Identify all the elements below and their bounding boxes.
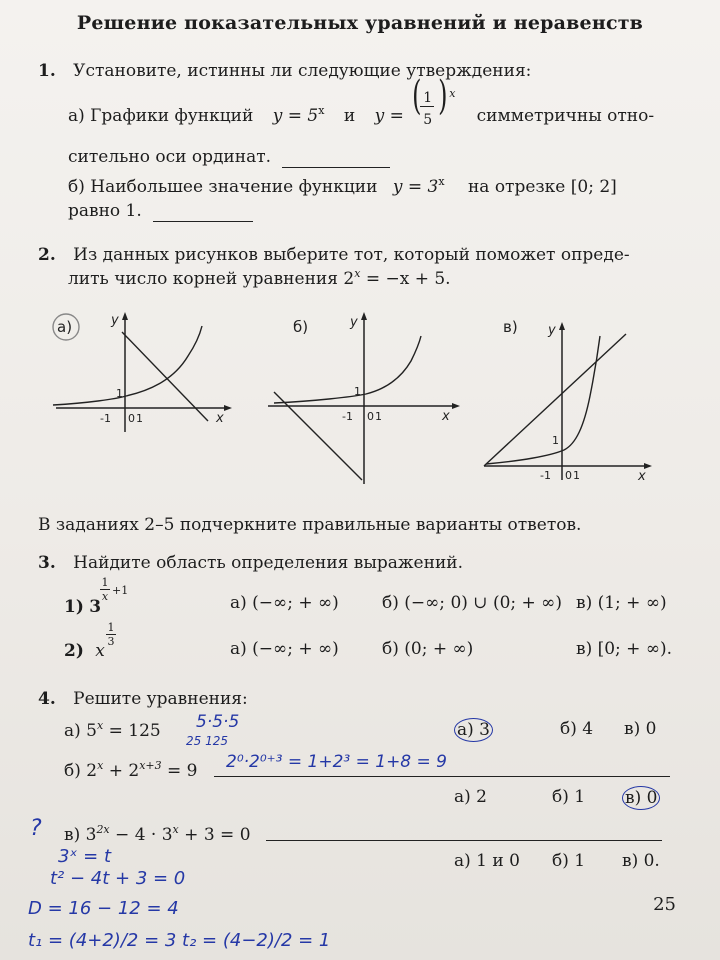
q1a-text: а) Графики функций <box>68 106 254 126</box>
q4b-answer-line[interactable] <box>214 776 670 777</box>
graph-b-exp-curve <box>274 336 421 403</box>
q1a-fraction: ( 1 5 ) x <box>409 101 449 121</box>
graph-b-neg: -1 <box>342 410 353 423</box>
q2-text3: = −x + 5. <box>365 269 451 289</box>
q4c-mid: − 4 · 3 <box>115 825 173 845</box>
q4-text: Решите уравнения: <box>73 689 248 709</box>
q3-item1-base: 3 <box>89 597 102 617</box>
graph-a-y-arrow <box>122 312 128 320</box>
q4c-question-mark: ? <box>30 816 42 841</box>
q1b-line2 <box>68 200 253 222</box>
graph-a-one: 1 <box>116 387 123 400</box>
q4a-equation <box>64 720 161 744</box>
graph-c-exp-curve <box>486 336 600 464</box>
q3-item2-exp-num: 1 <box>107 621 115 634</box>
q4a-rhs: = 125 <box>108 721 161 741</box>
graph-b-one: 1 <box>354 385 361 398</box>
q4a-handwriting-top: 5·5·5 <box>196 712 240 732</box>
q1b-text: б) Наибольшее значение функции <box>68 177 378 197</box>
q1a-exp1: x <box>318 104 325 117</box>
q3-item1-exp-den: x <box>101 590 109 603</box>
graph-b-line <box>274 392 362 480</box>
q4b-rhs: = 9 <box>167 761 198 781</box>
q4c-exp2: x <box>172 823 179 836</box>
graph-a-y-label: y <box>111 313 119 328</box>
q1a-func1: y = 5 <box>272 106 319 126</box>
q1a-line <box>68 73 655 129</box>
q1b-text2: на отрезке [0; 2] <box>467 177 617 197</box>
q1b-answer-blank[interactable] <box>153 205 253 222</box>
q1-heading <box>38 60 531 82</box>
q1a-answer-blank[interactable] <box>282 151 390 168</box>
graph-c[interactable] <box>480 306 660 486</box>
q3-item2-expr <box>64 640 105 662</box>
q2-text2: лить число корней уравнения 2 <box>68 269 355 289</box>
q4b-exp1: x <box>97 759 104 772</box>
q4a-option-b[interactable]: б) 4 <box>560 719 594 739</box>
graph-c-y-label: y <box>548 323 556 338</box>
q4b-option-c-mark: в) 0 <box>622 786 660 810</box>
graph-a-x-arrow <box>224 405 232 411</box>
graph-a-neg: -1 <box>100 412 111 425</box>
q1b-func: y = 3 <box>392 177 439 197</box>
q4a-handwriting-bottom: 25 125 <box>186 734 228 748</box>
q3-item2-option-c[interactable]: в) [0; + ∞). <box>576 639 673 659</box>
page-number: 25 <box>653 894 676 915</box>
graph-a-label: а) <box>57 318 73 336</box>
q4b-option-c[interactable] <box>622 786 660 810</box>
q1a-exp2: x <box>449 87 456 100</box>
q4b-exp2: x+3 <box>139 759 162 772</box>
q3-item2-exp-den: 3 <box>107 635 115 648</box>
graph-b-zero: 0 <box>367 410 374 423</box>
q2-number: 2. <box>38 245 56 265</box>
q4-heading <box>38 688 248 710</box>
graph-b-x-arrow <box>452 403 460 409</box>
q3-item2-exp <box>106 621 116 648</box>
q3-item2-base: x <box>95 641 105 661</box>
q1b-exp: x <box>438 175 445 188</box>
q1a-and: и <box>343 106 356 126</box>
q4a-option-c[interactable]: в) 0 <box>624 719 657 739</box>
instructions: В заданиях 2–5 подчеркните правильные варианты ответов. <box>38 515 582 535</box>
q4b-option-a[interactable]: а) 2 <box>454 787 487 807</box>
q1b-text3: равно 1. <box>68 201 142 221</box>
graph-b-y-label: y <box>350 315 358 330</box>
graph-c-zero: 0 <box>565 469 572 482</box>
hw-line-2: t² − 4t + 3 = 0 <box>50 868 186 889</box>
q4c-label: в) 3 <box>64 825 97 845</box>
page-title: Решение показательных уравнений и неравенств <box>76 12 644 34</box>
graph-b-label: б) <box>293 318 309 336</box>
q3-item2-option-a[interactable]: а) (−∞; + ∞) <box>230 639 339 659</box>
q3-heading <box>38 552 463 574</box>
graph-b-x-label: x <box>442 409 450 424</box>
q4c-option-a[interactable]: а) 1 и 0 <box>454 851 520 871</box>
q4a-label: а) 5 <box>64 721 97 741</box>
q2-heading <box>38 244 678 266</box>
q4c-rhs: + 3 = 0 <box>184 825 251 845</box>
q4b-label: б) 2 <box>64 761 98 781</box>
q4c-option-b[interactable]: б) 1 <box>552 851 586 871</box>
q3-number: 3. <box>38 553 56 573</box>
q2-exp: x <box>354 267 361 280</box>
graph-c-x-label: x <box>638 469 646 484</box>
hw-line-3: D = 16 − 12 = 4 <box>28 898 179 919</box>
q3-text: Найдите область определения выражений. <box>73 553 464 573</box>
q4b-handwriting: 2⁰·2⁰⁺³ = 1+2³ = 1+8 = 9 <box>226 752 447 772</box>
graph-a[interactable] <box>48 306 238 436</box>
q3-item1-expr <box>64 596 101 618</box>
q3-item1-exp-num: 1 <box>101 576 109 589</box>
q1b-line <box>68 176 617 200</box>
graph-c-label: в) <box>503 318 518 336</box>
q3-item1-label: 1) <box>64 597 84 617</box>
q4a-exp: x <box>97 719 104 732</box>
graph-c-one: 1 <box>552 434 559 447</box>
q4b-equation <box>64 760 197 784</box>
q1a-frac-den: 5 <box>423 112 433 128</box>
q4a-option-a[interactable] <box>454 718 493 742</box>
graph-b-pos: 1 <box>375 410 382 423</box>
q1a-frac-num: 1 <box>423 90 433 106</box>
graph-c-neg: -1 <box>540 469 551 482</box>
q4c-answer-line[interactable] <box>266 840 662 841</box>
hw-line-1: 3ˣ = t <box>58 846 112 867</box>
q4c-option-c[interactable]: в) 0. <box>622 851 660 871</box>
q3-item1-exp-plus: +1 <box>112 584 129 597</box>
q4a-option-a-mark: а) 3 <box>454 718 493 742</box>
q3-item1-exp <box>100 576 110 603</box>
q4b-plus: + 2 <box>108 761 140 781</box>
q1a-text2: симметричны отно- <box>476 106 655 126</box>
q3-item2-label: 2) <box>64 641 84 661</box>
q1a-line2 <box>68 146 390 168</box>
q1a-func2: y = <box>374 106 404 126</box>
q1-text: Установите, истинны ли следующие утверждения: <box>73 61 532 81</box>
graph-b-y-arrow <box>361 312 367 320</box>
q4-number: 4. <box>38 689 56 709</box>
graph-b[interactable] <box>266 306 466 486</box>
graph-a-pos: 1 <box>136 412 143 425</box>
q2-line2 <box>68 268 451 292</box>
q1-number: 1. <box>38 61 56 81</box>
graph-c-pos: 1 <box>573 469 580 482</box>
q4b-option-b[interactable]: б) 1 <box>552 787 586 807</box>
graph-a-x-label: x <box>216 411 224 426</box>
graph-a-zero: 0 <box>128 412 135 425</box>
q3-item1-option-a[interactable]: а) (−∞; + ∞) <box>230 593 339 613</box>
q4c-equation <box>64 824 251 848</box>
q4c-exp1: 2x <box>96 823 110 836</box>
q3-item2-option-b[interactable]: б) (0; + ∞) <box>382 639 474 659</box>
q3-item1-option-c[interactable]: в) (1; + ∞) <box>576 593 667 613</box>
q1a-text3: сительно оси ординат. <box>68 147 272 167</box>
q2-text1: Из данных рисунков выберите тот, который поможет опреде- <box>73 245 630 265</box>
q3-item1-option-b[interactable]: б) (−∞; 0) ∪ (0; + ∞) <box>382 593 562 613</box>
hw-line-4: t₁ = (4+2)/2 = 3 t₂ = (4−2)/2 = 1 <box>28 930 331 951</box>
graph-c-y-arrow <box>559 322 565 330</box>
